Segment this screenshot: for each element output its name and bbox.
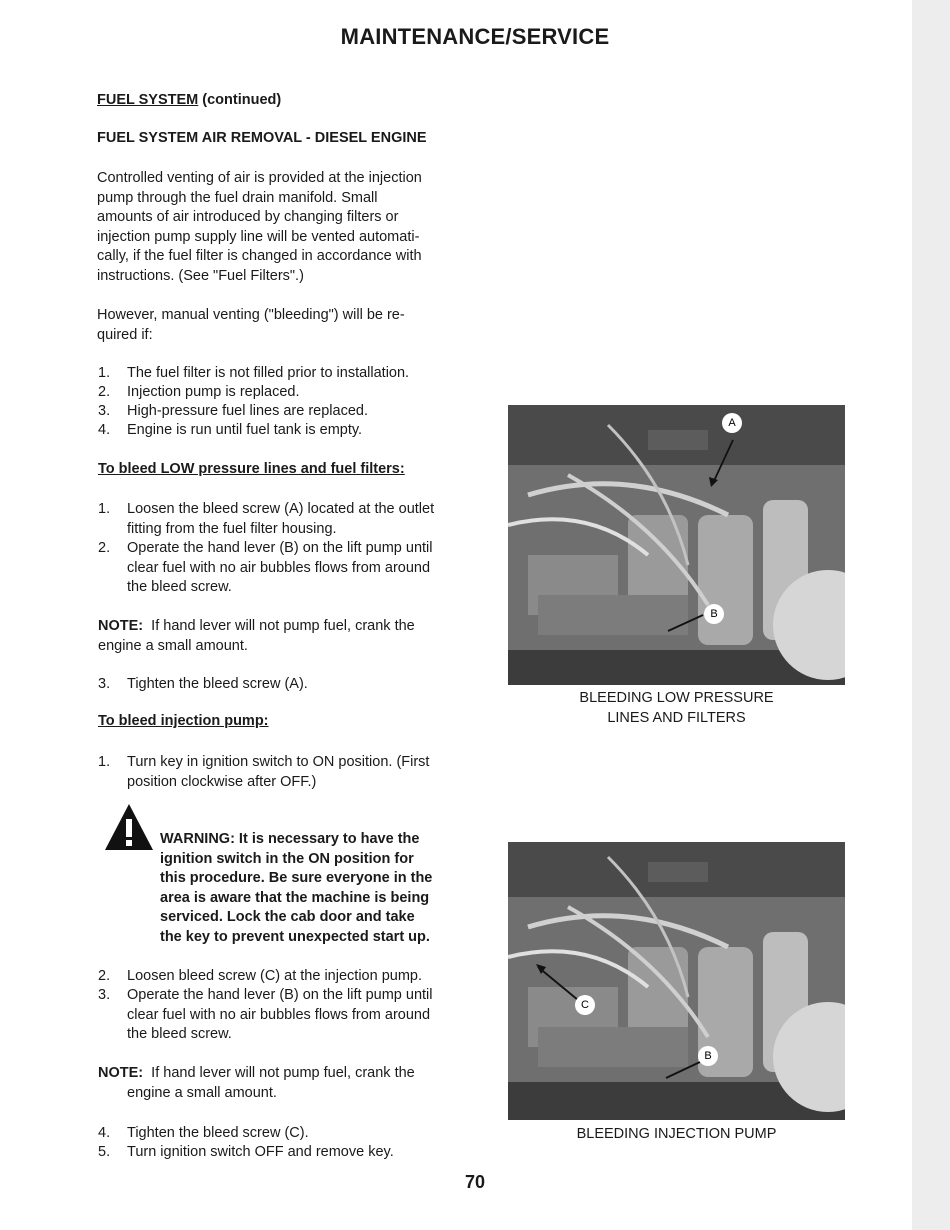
list-item: 1. Loosen the bleed screw (A) located at the outlet fitting from the fuel filter housing.	[98, 501, 435, 537]
figure-injection-photo	[508, 842, 845, 1120]
figure-low-pressure-caption: BLEEDING LOW PRESSURE LINES AND FILTERS	[579, 690, 774, 726]
section-title-text: FUEL SYSTEM	[97, 92, 199, 108]
text-line: However, manual venting ("bleeding") will be re-	[97, 307, 405, 323]
figure-low-pressure-photo	[508, 405, 845, 685]
note-label: NOTE:	[98, 1065, 144, 1081]
text-line: amounts of air introduced by changing filters or	[97, 209, 399, 225]
text-line: cally, if the fuel filter is changed in accordance with	[97, 248, 422, 264]
figure-injection-caption: BLEEDING INJECTION PUMP	[576, 1126, 777, 1142]
callout-b: B	[698, 1046, 718, 1066]
list-item: 2. Injection pump is replaced.	[98, 384, 300, 400]
callout-a: A	[722, 413, 742, 433]
warning-text: WARNING: It is necessary to have the ignition switch in the ON position for this procedure. Be sure everyone in the area is aware that the machine is being serviced. Lock the cab door and take the key to prevent unexpected start up.	[160, 831, 433, 945]
page-edge-shadow	[912, 0, 950, 1230]
list-item: 4. Tighten the bleed screw (C).	[98, 1125, 309, 1141]
list-item: 5. Turn ignition switch OFF and remove key.	[98, 1144, 394, 1160]
page-number: 70	[464, 1172, 486, 1192]
warning-icon	[103, 802, 155, 852]
list-item: 2. Loosen bleed screw (C) at the injection pump.	[98, 968, 422, 984]
note-low-pressure: NOTE: If hand lever will not pump fuel, crank the engine a small amount.	[98, 618, 415, 654]
note-injection: NOTE: If hand lever will not pump fuel, crank the engine a small amount.	[98, 1065, 415, 1101]
callout-c: C	[575, 995, 595, 1015]
text-line: Controlled venting of air is provided at the injection	[97, 170, 422, 186]
callout-b: B	[704, 604, 724, 624]
list-item: 1. The fuel filter is not filled prior to installation.	[98, 365, 410, 381]
page-header: MAINTENANCE/SERVICE	[340, 24, 610, 49]
list-item: 2. Operate the hand lever (B) on the lift pump until clear fuel with no air bubbles flows from around the bleed screw.	[98, 540, 433, 595]
text-line: injection pump supply line will be vented automati-	[97, 228, 420, 245]
manual-venting-paragraph	[97, 306, 405, 345]
section-title	[97, 91, 281, 111]
list-item: 3. Operate the hand lever (B) on the lift pump until clear fuel with no air bubbles flows from around the bleed screw.	[98, 987, 433, 1042]
intro-paragraph	[97, 169, 422, 286]
text-line: quired if:	[97, 326, 153, 343]
list-item: 3. Tighten the bleed screw (A).	[98, 676, 308, 692]
injection-pump-heading: To bleed injection pump:	[98, 713, 269, 729]
subsection-title: FUEL SYSTEM AIR REMOVAL - DIESEL ENGINE	[97, 130, 427, 146]
text-line: instructions. (See "Fuel Filters".)	[97, 267, 304, 284]
note-label: NOTE:	[98, 618, 144, 634]
list-item: 4. Engine is run until fuel tank is empty.	[98, 422, 363, 438]
list-item: 3. High-pressure fuel lines are replaced.	[98, 403, 368, 419]
low-pressure-heading: To bleed LOW pressure lines and fuel filters:	[98, 461, 405, 477]
list-item: 1. Turn key in ignition switch to ON position. (First position clockwise after OFF.)	[98, 754, 430, 790]
text-line: pump through the fuel drain manifold. Small	[97, 189, 378, 206]
section-title-suffix: (continued)	[202, 92, 282, 108]
